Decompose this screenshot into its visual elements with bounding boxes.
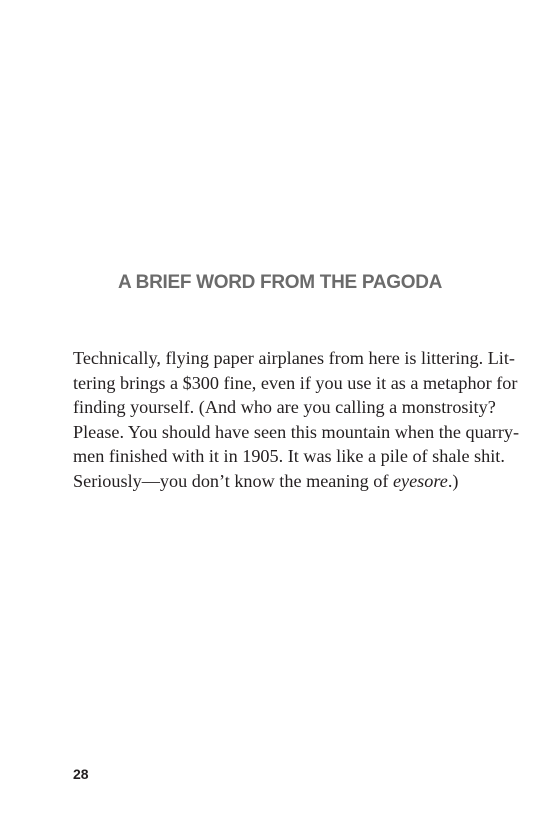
- paragraph-line: tering brings a $300 fine, even if you use it as a metaphor for: [73, 372, 518, 393]
- paragraph-line: finding yourself. (And who are you calling a monstrosity?: [73, 397, 496, 418]
- paragraph-line: Technically, flying paper airplanes from here is littering. Lit-: [73, 348, 515, 368]
- chapter-heading: A BRIEF WORD FROM THE PAGODA: [117, 272, 443, 293]
- emphasized-word: eyesore: [392, 470, 448, 491]
- paragraph-last-line: [73, 469, 491, 494]
- page-number: 28: [73, 766, 89, 782]
- last-line-text: Seriously—you don’t know the meaning of: [73, 470, 393, 491]
- paragraph-line: Please. You should have seen this mountain when the quarry-: [73, 421, 520, 442]
- last-line-closing: .): [447, 470, 459, 491]
- body-paragraph: [73, 346, 520, 494]
- paragraph-line: men finished with it in 1905. It was like a pile of shale shit.: [73, 446, 505, 467]
